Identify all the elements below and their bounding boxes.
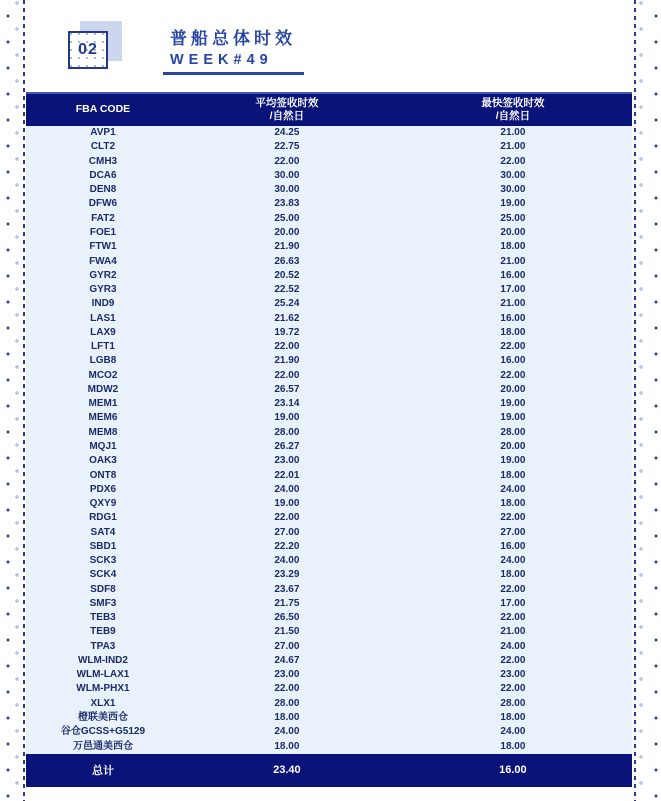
- badge-number: 02: [78, 41, 98, 58]
- timeliness-table: [26, 92, 632, 787]
- fastest-days-cell: 22.00: [500, 155, 526, 167]
- fba-code-cell: DFW6: [88, 198, 118, 210]
- fba-code-cell: MEM1: [88, 398, 118, 410]
- table-row: [26, 183, 632, 197]
- table-row: [26, 540, 632, 554]
- fba-code-cell: LFT1: [91, 341, 115, 353]
- total-avg-days: 23.40: [273, 764, 301, 777]
- fastest-days-cell: 22.00: [500, 683, 526, 695]
- fastest-days-cell: 28.00: [500, 697, 526, 709]
- fastest-days-cell: 22.00: [500, 512, 526, 524]
- avg-days-cell: 22.00: [274, 155, 300, 167]
- table-row: [26, 468, 632, 482]
- table-row: [26, 682, 632, 696]
- fba-code-cell: IND9: [91, 298, 115, 310]
- table-row: [26, 240, 632, 254]
- table-row: [26, 126, 632, 140]
- fba-code-cell: QXY9: [89, 498, 117, 510]
- table-row: [26, 611, 632, 625]
- avg-days-cell: 25.00: [274, 212, 300, 224]
- fba-code-cell: AVP1: [90, 127, 116, 139]
- avg-days-cell: 26.27: [274, 440, 300, 452]
- avg-days-cell: 23.29: [274, 569, 300, 581]
- column-header-fba-code: [76, 103, 130, 116]
- fastest-days-cell: 20.00: [500, 440, 526, 452]
- avg-days-cell: 23.00: [274, 455, 300, 467]
- fastest-days-cell: 16.00: [500, 312, 526, 324]
- total-label: 总计: [91, 765, 114, 778]
- fba-code-cell: RDG1: [89, 512, 117, 524]
- avg-days-cell: 22.00: [274, 369, 300, 381]
- avg-days-cell: 27.00: [274, 526, 300, 538]
- fastest-days-cell: 28.00: [500, 426, 526, 438]
- table-row: [26, 311, 632, 325]
- fba-code-cell: SMF3: [89, 597, 117, 609]
- fastest-days-cell: 17.00: [500, 597, 526, 609]
- fba-code-cell: MQJ1: [89, 440, 117, 452]
- avg-days-cell: 23.00: [274, 669, 300, 681]
- table-row: [26, 511, 632, 525]
- fba-code-cell: 谷仓GCSS+G5129: [60, 726, 146, 738]
- fastest-days-cell: 24.00: [500, 483, 526, 495]
- fba-code-cell: DEN8: [89, 184, 117, 196]
- fastest-days-cell: 21.00: [500, 298, 526, 310]
- avg-days-cell: 22.00: [274, 512, 300, 524]
- page-title: 普船总体时效: [170, 29, 296, 48]
- avg-days-cell: 23.67: [274, 583, 300, 595]
- table-row: [26, 226, 632, 240]
- fba-code-cell: SDF8: [90, 583, 116, 595]
- fba-code-cell: SCK3: [89, 555, 117, 567]
- fastest-days-cell: 24.00: [500, 555, 526, 567]
- fastest-days-cell: 22.00: [500, 341, 526, 353]
- avg-days-cell: 22.00: [274, 341, 300, 353]
- fastest-days-cell: 30.00: [500, 169, 526, 181]
- column-header-sublabel: /自然日: [495, 110, 531, 122]
- table-row: [26, 283, 632, 297]
- avg-days-cell: 21.50: [274, 626, 300, 638]
- table-row: [26, 739, 632, 753]
- table-row: [26, 525, 632, 539]
- avg-days-cell: 23.14: [274, 398, 300, 410]
- fba-code-cell: LGB8: [89, 355, 117, 367]
- table-row: [26, 583, 632, 597]
- fba-code-cell: MEM6: [88, 412, 118, 424]
- fba-code-cell: SAT4: [90, 526, 116, 538]
- table-row: [26, 411, 632, 425]
- table-row: [26, 568, 632, 582]
- fba-code-cell: FAT2: [91, 212, 115, 224]
- avg-days-cell: 20.00: [274, 226, 300, 238]
- column-header-avg-days: [255, 97, 318, 123]
- fba-code-cell: 橙联美西仓: [77, 712, 128, 724]
- table-row: [26, 269, 632, 283]
- fba-code-cell: LAS1: [90, 312, 116, 324]
- title-underline: [163, 72, 304, 75]
- fastest-days-cell: 17.00: [500, 284, 526, 296]
- avg-days-cell: 24.00: [274, 726, 300, 738]
- avg-days-cell: 18.00: [274, 740, 300, 752]
- fastest-days-cell: 19.00: [500, 412, 526, 424]
- table-row: [26, 640, 632, 654]
- avg-days-cell: 28.00: [274, 426, 300, 438]
- avg-days-cell: 28.00: [274, 697, 300, 709]
- table-row: [26, 169, 632, 183]
- fastest-days-cell: 22.00: [500, 369, 526, 381]
- fastest-days-cell: 21.00: [500, 626, 526, 638]
- column-header-sublabel: /自然日: [269, 110, 305, 122]
- table-body: [26, 126, 632, 754]
- week-label: WEEK#49: [170, 52, 273, 68]
- fba-code-cell: ONT8: [89, 469, 117, 481]
- table-row: [26, 483, 632, 497]
- table-row: [26, 326, 632, 340]
- avg-days-cell: 19.00: [274, 412, 300, 424]
- avg-days-cell: 18.00: [274, 712, 300, 724]
- avg-days-cell: 26.63: [274, 255, 300, 267]
- avg-days-cell: 22.01: [274, 469, 300, 481]
- table-row: [26, 254, 632, 268]
- fastest-days-cell: 18.00: [500, 326, 526, 338]
- table-row: [26, 454, 632, 468]
- fba-code-cell: CLT2: [90, 141, 116, 153]
- avg-days-cell: 22.00: [274, 683, 300, 695]
- column-header-fastest-days: [481, 97, 544, 123]
- content-panel: [24, 0, 634, 801]
- fastest-days-cell: 21.00: [500, 141, 526, 153]
- avg-days-cell: 24.00: [274, 483, 300, 495]
- fba-code-cell: OAK3: [89, 455, 117, 467]
- fastest-days-cell: 21.00: [500, 127, 526, 139]
- fba-code-cell: WLM-LAX1: [76, 669, 130, 681]
- avg-days-cell: 24.25: [274, 127, 300, 139]
- fba-code-cell: MEM8: [88, 426, 118, 438]
- avg-days-cell: 21.90: [274, 241, 300, 253]
- fastest-days-cell: 27.00: [500, 526, 526, 538]
- fastest-days-cell: 24.00: [500, 726, 526, 738]
- fastest-days-cell: 18.00: [500, 712, 526, 724]
- fba-code-cell: FTW1: [89, 241, 117, 253]
- table-row: [26, 340, 632, 354]
- fastest-days-cell: 18.00: [500, 740, 526, 752]
- table-row: [26, 354, 632, 368]
- fastest-days-cell: 23.00: [500, 669, 526, 681]
- table-row: [26, 383, 632, 397]
- fba-code-cell: CMH3: [88, 155, 118, 167]
- table-row: [26, 597, 632, 611]
- table-row: [26, 197, 632, 211]
- table-row: [26, 697, 632, 711]
- fastest-days-cell: 18.00: [500, 498, 526, 510]
- avg-days-cell: 21.62: [274, 312, 300, 324]
- table-row: [26, 625, 632, 639]
- fba-code-cell: FOE1: [89, 226, 117, 238]
- avg-days-cell: 25.24: [274, 298, 300, 310]
- fastest-days-cell: 25.00: [500, 212, 526, 224]
- table-row: [26, 426, 632, 440]
- fba-code-cell: WLM-PHX1: [76, 683, 130, 695]
- fba-code-cell: 万邑通美西仓: [72, 740, 133, 752]
- column-header-label: FBA CODE: [75, 103, 131, 116]
- fastest-days-cell: 19.00: [500, 198, 526, 210]
- table-row: [26, 297, 632, 311]
- fba-code-cell: GYR2: [89, 269, 117, 281]
- table-header-row: [26, 92, 632, 126]
- avg-days-cell: 23.83: [274, 198, 300, 210]
- avg-days-cell: 20.52: [274, 269, 300, 281]
- fba-code-cell: LAX9: [90, 326, 116, 338]
- table-row: [26, 554, 632, 568]
- fba-code-cell: WLM-IND2: [77, 654, 128, 666]
- avg-days-cell: 30.00: [274, 169, 300, 181]
- column-header-label: 平均签收时效: [255, 96, 319, 109]
- avg-days-cell: 22.75: [274, 141, 300, 153]
- table-row: [26, 140, 632, 154]
- fastest-days-cell: 30.00: [500, 184, 526, 196]
- avg-days-cell: 26.57: [274, 383, 300, 395]
- avg-days-cell: 21.75: [274, 597, 300, 609]
- table-row: [26, 397, 632, 411]
- table-row: [26, 155, 632, 169]
- fba-code-cell: TEB3: [90, 612, 116, 624]
- fba-code-cell: TEB9: [90, 626, 116, 638]
- fastest-days-cell: 24.00: [500, 640, 526, 652]
- table-row: [26, 725, 632, 739]
- fastest-days-cell: 21.00: [500, 255, 526, 267]
- column-header-label: 最快签收时效: [481, 96, 545, 109]
- fba-code-cell: DCA6: [89, 169, 117, 181]
- table-row: [26, 212, 632, 226]
- fastest-days-cell: 22.00: [500, 583, 526, 595]
- avg-days-cell: 19.00: [274, 498, 300, 510]
- section-badge: [68, 31, 108, 69]
- avg-days-cell: 22.52: [274, 284, 300, 296]
- fastest-days-cell: 22.00: [500, 654, 526, 666]
- fastest-days-cell: 16.00: [500, 269, 526, 281]
- fba-code-cell: XLX1: [90, 697, 116, 709]
- fba-code-cell: GYR3: [89, 284, 117, 296]
- fba-code-cell: PDX6: [89, 483, 117, 495]
- avg-days-cell: 26.50: [274, 612, 300, 624]
- avg-days-cell: 22.20: [274, 540, 300, 552]
- fastest-days-cell: 22.00: [500, 612, 526, 624]
- avg-days-cell: 21.90: [274, 355, 300, 367]
- total-row: [26, 754, 632, 787]
- fba-code-cell: FWA4: [89, 255, 117, 267]
- table-row: [26, 668, 632, 682]
- fastest-days-cell: 16.00: [500, 540, 526, 552]
- fba-code-cell: SCK4: [89, 569, 117, 581]
- avg-days-cell: 30.00: [274, 184, 300, 196]
- fastest-days-cell: 20.00: [500, 226, 526, 238]
- table-row: [26, 654, 632, 668]
- avg-days-cell: 27.00: [274, 640, 300, 652]
- fastest-days-cell: 16.00: [500, 355, 526, 367]
- table-row: [26, 440, 632, 454]
- avg-days-cell: 24.67: [274, 654, 300, 666]
- table-row: [26, 711, 632, 725]
- fba-code-cell: MCO2: [88, 369, 118, 381]
- table-row: [26, 497, 632, 511]
- fastest-days-cell: 19.00: [500, 398, 526, 410]
- fastest-days-cell: 20.00: [500, 383, 526, 395]
- fastest-days-cell: 19.00: [500, 455, 526, 467]
- fba-code-cell: SBD1: [89, 540, 117, 552]
- avg-days-cell: 19.72: [274, 326, 300, 338]
- fastest-days-cell: 18.00: [500, 469, 526, 481]
- fba-code-cell: MDW2: [87, 383, 119, 395]
- avg-days-cell: 24.00: [274, 555, 300, 567]
- fba-code-cell: TPA3: [90, 640, 116, 652]
- fastest-days-cell: 18.00: [500, 569, 526, 581]
- table-row: [26, 369, 632, 383]
- total-fastest-days: 16.00: [499, 764, 527, 777]
- fastest-days-cell: 18.00: [500, 241, 526, 253]
